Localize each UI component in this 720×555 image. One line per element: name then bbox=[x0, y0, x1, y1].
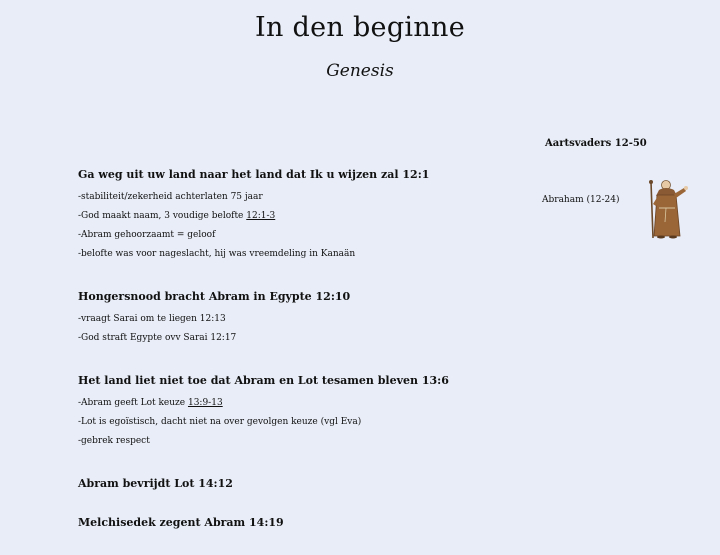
bullet-item: -Abram geeft Lot keuze 13:9-13 bbox=[78, 398, 223, 408]
section-heading: Ga weg uit uw land naar het land dat Ik u wijzen zal 12:1 bbox=[78, 168, 430, 181]
bullet-item: -belofte was voor nageslacht, hij was vreemdeling in Kanaän bbox=[78, 249, 356, 259]
slide-title: In den beginne bbox=[254, 12, 465, 43]
section-heading: Het land liet niet toe dat Abram en Lot tesamen bleven 13:6 bbox=[78, 374, 449, 387]
bullet-item: -gebrek respect bbox=[78, 436, 150, 446]
section-rescue bbox=[78, 477, 518, 490]
monk-figure-icon bbox=[644, 176, 690, 240]
verse-link[interactable]: 13:9-13 bbox=[187, 398, 223, 408]
content-list bbox=[78, 168, 518, 555]
section-heading: Abram bevrijdt Lot 14:12 bbox=[78, 477, 233, 490]
bullet-item: -vraagt Sarai om te liegen 12:13 bbox=[78, 314, 226, 324]
bullet-item: -God maakt naam, 3 voudige belofte 12:1-3 bbox=[78, 211, 276, 221]
section-heading: Hongersnood bracht Abram in Egypte 12:10 bbox=[78, 290, 351, 303]
section-famine bbox=[78, 290, 518, 348]
verse-link[interactable]: 12:1-3 bbox=[246, 211, 276, 221]
bullet-item: -Lot is egoïstisch, dacht niet na over gevolgen keuze (vgl Eva) bbox=[78, 417, 362, 427]
section-blessing bbox=[78, 516, 518, 529]
bullet-item: -Abram gehoorzaamt = geloof bbox=[78, 230, 216, 240]
right-panel-heading: Aartsvaders 12-50 bbox=[545, 138, 647, 149]
slide-subtitle: Genesis bbox=[326, 61, 394, 81]
bullet-item: -stabiliteit/zekerheid achterlaten 75 jaar bbox=[78, 192, 263, 202]
section-call bbox=[78, 168, 518, 264]
right-panel-note: Abraham (12-24) bbox=[542, 195, 620, 205]
section-separation bbox=[78, 374, 518, 451]
section-heading: Melchisedek zegent Abram 14:19 bbox=[78, 516, 284, 529]
bullet-item: -God straft Egypte ovv Sarai 12:17 bbox=[78, 333, 237, 343]
